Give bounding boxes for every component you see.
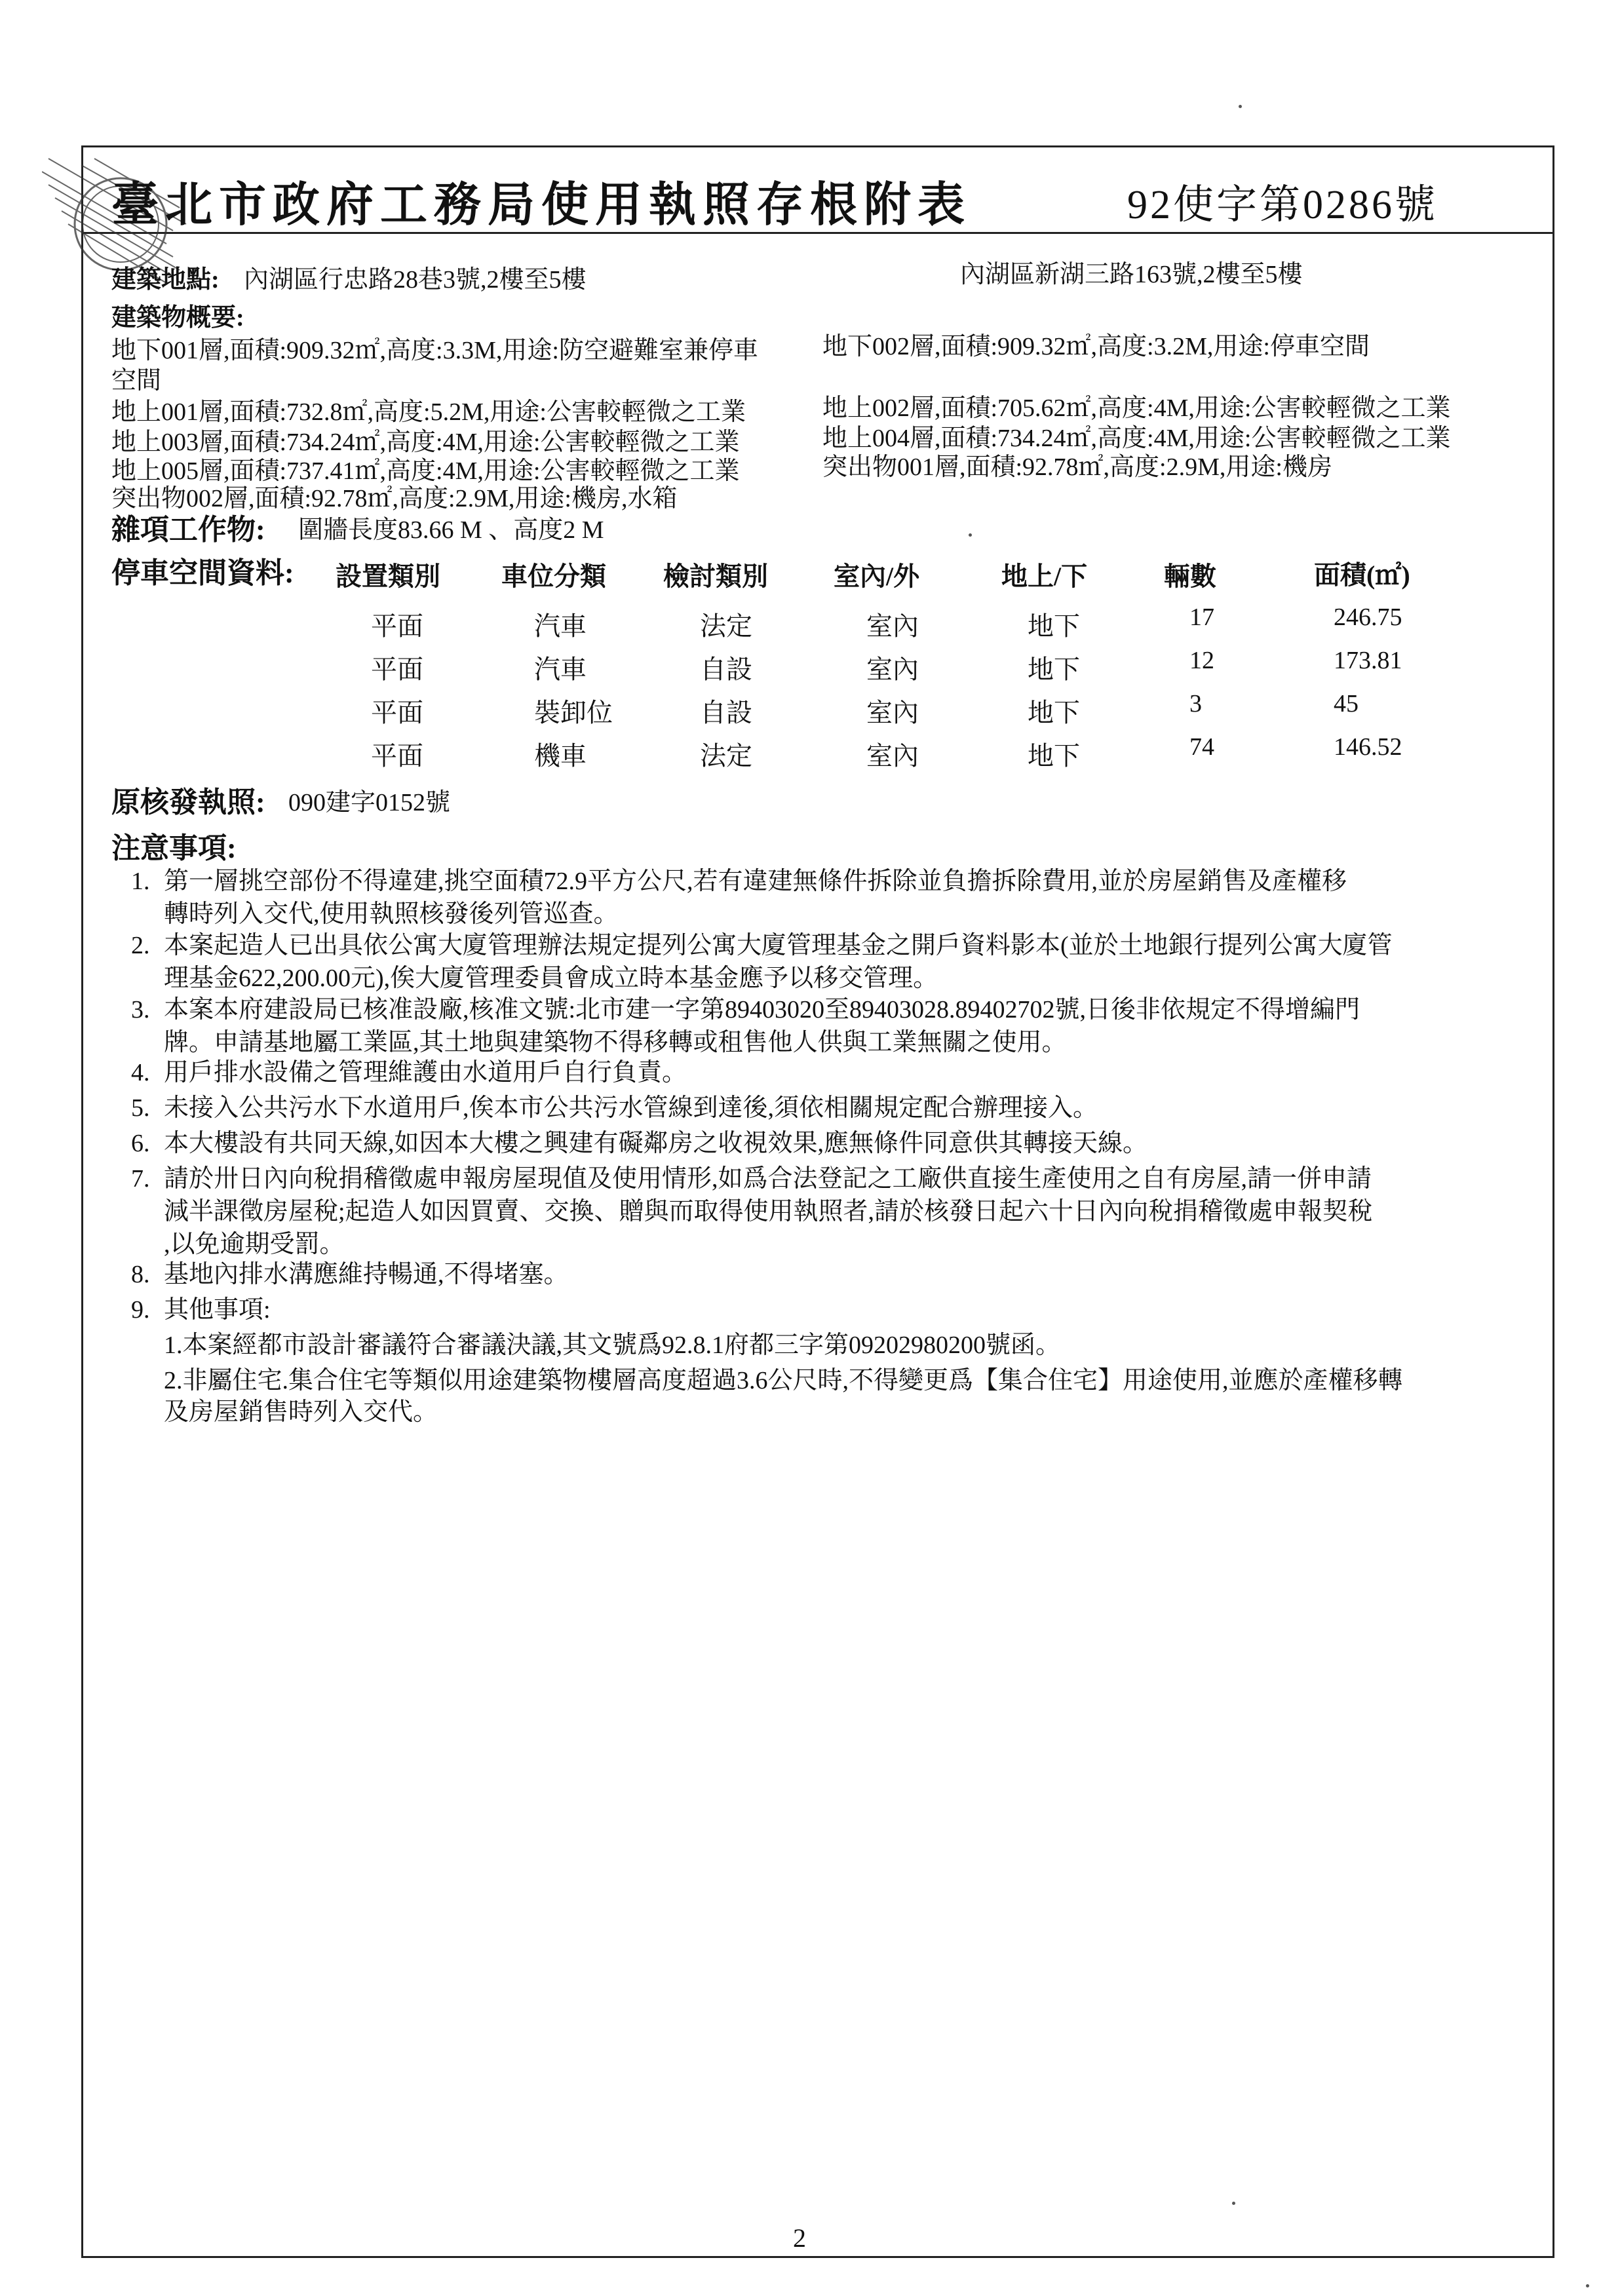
table-cell: 機車 bbox=[534, 741, 587, 771]
table-cell: 246.75 bbox=[1334, 603, 1402, 631]
note-item bbox=[131, 929, 1540, 995]
note-item bbox=[131, 1293, 1540, 1326]
table-cell: 汽車 bbox=[534, 655, 587, 684]
note-text: 第一層挑空部份不得違建,挑空面積72.9平方公尺,若有違建無條件拆除並負擔拆除費用,並於房屋銷售及產權移 bbox=[164, 868, 1347, 895]
note-item bbox=[131, 1127, 1540, 1160]
note-text: 用戶排水設備之管理維護由水道用戶自行負責。 bbox=[164, 1059, 687, 1086]
site-label: 建築地點: bbox=[111, 266, 220, 294]
table-cell: 地下 bbox=[1028, 741, 1080, 771]
floor-5: 地上005層,面積:737.41㎡,高度:4M,用途:公害較輕微之工業 bbox=[111, 457, 740, 485]
table-cell: 裝卸位 bbox=[534, 698, 613, 727]
note-text: ,以免逾期受罰。 bbox=[164, 1231, 345, 1258]
page-number: 2 bbox=[793, 2223, 806, 2253]
scan-speck bbox=[969, 533, 972, 537]
note-number: 1. bbox=[131, 868, 150, 895]
table-cell: 室內 bbox=[866, 611, 919, 641]
note-text: 轉時列入交代,使用執照核發後列管巡查。 bbox=[164, 900, 619, 928]
table-cell: 45 bbox=[1334, 690, 1359, 718]
parking-header-cell: 輛數 bbox=[1164, 562, 1216, 591]
parking-header-cell: 設置類別 bbox=[336, 562, 440, 591]
note-number: 7. bbox=[131, 1165, 150, 1193]
scan-speck bbox=[1239, 105, 1242, 108]
note-text: 本大樓設有共同天線,如因本大樓之興建有礙鄰房之收視效果,應無條件同意供其轉接天線。 bbox=[164, 1130, 1148, 1157]
table-cell: 地下 bbox=[1028, 698, 1080, 727]
note-number: 2. bbox=[131, 932, 150, 959]
floor-b1: 地下001層,面積:909.32㎡,高度:3.3M,用途:防空避難室兼停車 bbox=[111, 337, 758, 364]
parking-header-cell: 室內/外 bbox=[834, 562, 920, 591]
notes-label: 注意事項: bbox=[111, 832, 237, 864]
note-text: 基地內排水溝應維持暢通,不得堵塞。 bbox=[164, 1261, 569, 1288]
table-cell: 地下 bbox=[1028, 655, 1080, 684]
note-text: 減半課徵房屋稅;起造人如因買賣、交換、贈與而取得使用執照者,請於核發日起六十日內向稅捐稽徵處申報契稅 bbox=[164, 1198, 1373, 1225]
floor-b2: 地下002層,面積:909.32㎡,高度:3.2M,用途:停車空間 bbox=[822, 333, 1370, 360]
note-number: 3. bbox=[131, 996, 150, 1024]
table-cell: 3 bbox=[1189, 690, 1202, 718]
note-number: 9. bbox=[131, 1296, 150, 1324]
note-item bbox=[131, 1258, 1540, 1291]
note-text: 未接入公共污水下水道用戶,俟本市公共污水管線到達後,須依相關規定配合辦理接入。 bbox=[164, 1094, 1098, 1122]
floor-2: 地上002層,面積:705.62㎡,高度:4M,用途:公害較輕微之工業 bbox=[822, 394, 1451, 422]
site-address-2: 內湖區新湖三路163號,2樓至5樓 bbox=[960, 261, 1303, 288]
floor-1: 地上001層,面積:732.8㎡,高度:5.2M,用途:公害較輕微之工業 bbox=[111, 398, 746, 426]
table-cell: 室內 bbox=[866, 655, 919, 684]
building-summary-label: 建築物概要: bbox=[111, 304, 244, 332]
other-note-1: 1.本案經都市設計審議符合審議決議,其文號爲92.8.1府都三字第09202980200號函。 bbox=[164, 1331, 1061, 1359]
table-cell: 平面 bbox=[371, 611, 423, 641]
penthouse-2: 突出物002層,面積:92.78㎡,高度:2.9M,用途:機房,水箱 bbox=[111, 485, 678, 512]
parking-label: 停車空間資料: bbox=[111, 557, 294, 589]
table-cell: 法定 bbox=[700, 741, 752, 771]
original-permit-value: 090建字0152號 bbox=[288, 789, 451, 816]
misc-works-label: 雜項工作物: bbox=[111, 514, 265, 546]
table-cell: 173.81 bbox=[1334, 647, 1402, 674]
note-item bbox=[131, 993, 1540, 1059]
note-item bbox=[131, 1056, 1540, 1089]
other-note-2-cont: 及房屋銷售時列入交代。 bbox=[164, 1398, 438, 1426]
table-cell: 平面 bbox=[371, 698, 423, 727]
note-item bbox=[131, 865, 1540, 930]
scan-speck bbox=[1586, 2284, 1589, 2287]
note-number: 8. bbox=[131, 1261, 150, 1288]
table-cell: 平面 bbox=[371, 655, 423, 684]
misc-works-value: 圍牆長度83.66 M 、高度2 M bbox=[298, 516, 604, 544]
note-text: 牌。申請基地屬工業區,其土地與建築物不得移轉或租售他人供與工業無關之使用。 bbox=[164, 1029, 1067, 1056]
note-number: 5. bbox=[131, 1094, 150, 1122]
page-title: 臺北市政府工務局使用執照存根附表 bbox=[111, 179, 972, 231]
table-cell: 74 bbox=[1189, 733, 1214, 761]
note-text: 其他事項: bbox=[164, 1296, 271, 1324]
permit-number: 92使字第0286號 bbox=[1127, 183, 1438, 227]
parking-header-cell: 面積(㎡) bbox=[1314, 560, 1410, 590]
table-cell: 146.52 bbox=[1334, 733, 1402, 761]
floor-b1-cont: 空間 bbox=[111, 367, 162, 394]
table-cell: 地下 bbox=[1028, 611, 1080, 641]
table-cell: 平面 bbox=[371, 741, 423, 771]
site-address-1: 內湖區行忠路28巷3號,2樓至5樓 bbox=[244, 266, 587, 294]
table-cell: 12 bbox=[1189, 647, 1214, 674]
table-cell: 17 bbox=[1189, 603, 1214, 631]
table-cell: 室內 bbox=[866, 741, 919, 771]
floor-4: 地上004層,面積:734.24㎡,高度:4M,用途:公害較輕微之工業 bbox=[822, 425, 1451, 452]
table-cell: 室內 bbox=[866, 698, 919, 727]
table-cell: 汽車 bbox=[534, 611, 587, 641]
note-text: 本案本府建設局已核准設廠,核准文號:北市建一字第89403020至89403028.89402702號,日後非依規定不得增編門 bbox=[164, 996, 1360, 1024]
note-item bbox=[131, 1092, 1540, 1124]
floor-3: 地上003層,面積:734.24㎡,高度:4M,用途:公害較輕微之工業 bbox=[111, 429, 740, 456]
penthouse-1: 突出物001層,面積:92.78㎡,高度:2.9M,用途:機房 bbox=[822, 453, 1332, 481]
original-permit-label: 原核發執照: bbox=[111, 786, 265, 818]
scan-speck bbox=[1232, 2202, 1235, 2205]
note-number: 4. bbox=[131, 1059, 150, 1086]
note-item bbox=[131, 1162, 1540, 1261]
table-cell: 自設 bbox=[700, 698, 752, 727]
parking-header-cell: 檢討類別 bbox=[663, 562, 768, 591]
table-cell: 自設 bbox=[700, 655, 752, 684]
other-note-2: 2.非屬住宅.集合住宅等類似用途建築物樓層高度超過3.6公尺時,不得變更爲【集合住宅】用途使用,並應於產權移轉 bbox=[164, 1367, 1403, 1394]
note-text: 理基金622,200.00元),俟大廈管理委員會成立時本基金應予以移交管理。 bbox=[164, 965, 938, 992]
parking-header-cell: 車位分類 bbox=[501, 562, 606, 591]
note-text: 請於卅日內向稅捐稽徵處申報房屋現值及使用情形,如爲合法登記之工廠供直接生產使用之自有房屋,請一併申請 bbox=[164, 1165, 1372, 1193]
parking-header-cell: 地上/下 bbox=[1001, 562, 1088, 591]
table-cell: 法定 bbox=[700, 611, 752, 641]
note-number: 6. bbox=[131, 1130, 150, 1157]
note-text: 本案起造人已出具依公寓大廈管理辦法規定提列公寓大廈管理基金之開戶資料影本(並於土地銀行提列公寓大廈管 bbox=[164, 932, 1393, 959]
